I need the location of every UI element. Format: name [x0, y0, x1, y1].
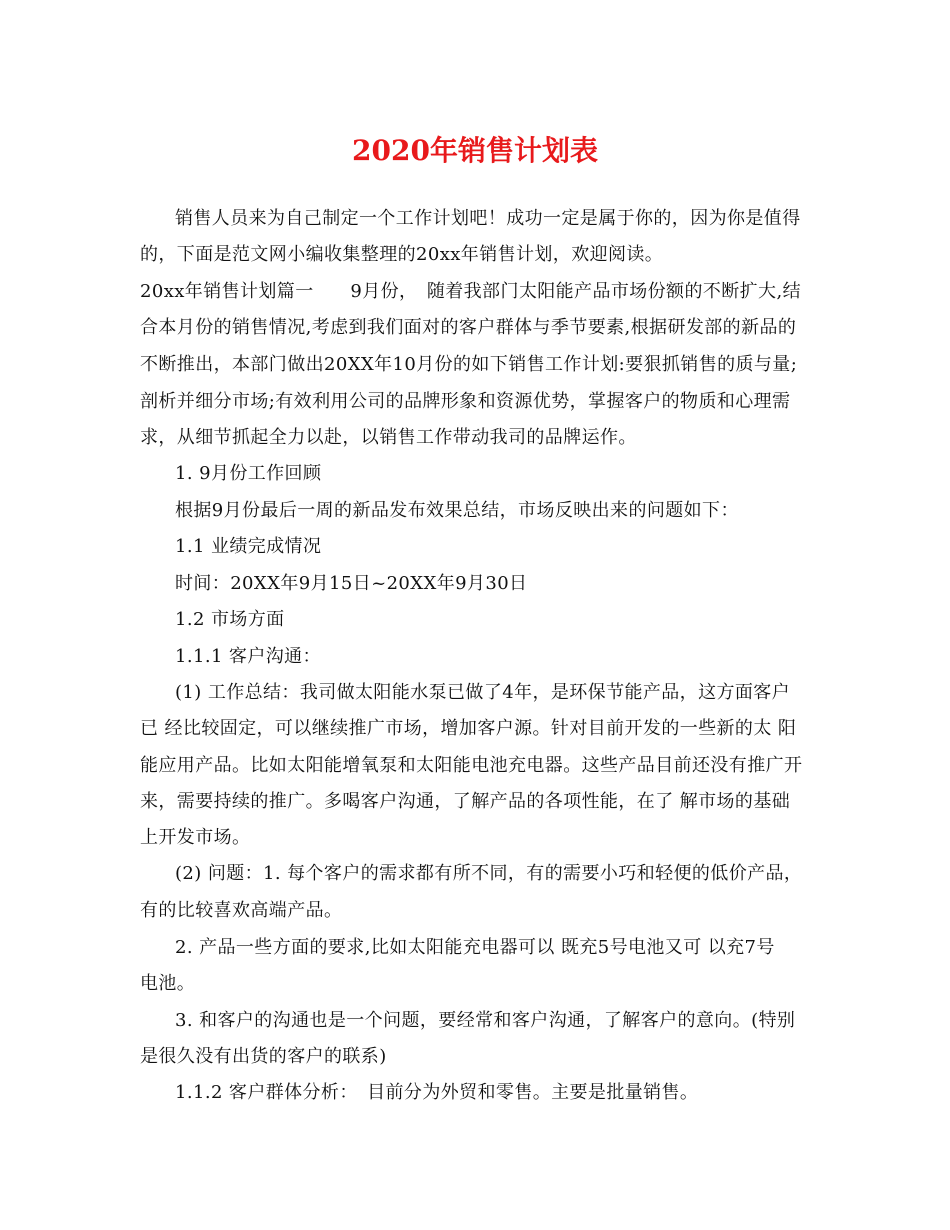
- section-heading: 1.2 市场方面: [175, 609, 285, 630]
- paragraph-line: 20xx年销售计划篇一 9月份， 随着我部门太阳能产品市场份额的不断扩大,结: [140, 281, 801, 302]
- paragraph-line: 合本月份的销售情况,考虑到我们面对的客户群体与季节要素,根据研发部的新品的: [140, 317, 797, 338]
- paragraph-line: (2) 问题：1. 每个客户的需求都有所不同，有的需要小巧和轻便的低价产品，: [175, 863, 803, 884]
- section-heading: 1. 9月份工作回顾: [175, 463, 322, 484]
- paragraph-line: 销售人员来为自己制定一个工作计划吧！成功一定是属于你的，因为你是值得: [175, 208, 801, 229]
- paragraph-line: 根据9月份最后一周的新品发布效果总结，市场反映出来的问题如下：: [175, 500, 739, 521]
- section-heading: 1.1.2 客户群体分析： 目前分为外贸和零售。主要是批量销售。: [175, 1082, 699, 1103]
- paragraph-line: 能应用产品。比如太阳能增氧泵和太阳能电池充电器。这些产品目前还没有推广开: [140, 755, 803, 776]
- paragraph-line: 上开发市场。: [140, 827, 251, 848]
- paragraph-line: 不断推出，本部门做出20XX年10月份的如下销售工作计划:要狠抓销售的质与量;: [140, 354, 798, 375]
- paragraph-line: 求，从细节抓起全力以赴，以销售工作带动我司的品牌运作。: [140, 427, 637, 448]
- paragraph-line: 来，需要持续的推广。多喝客户沟通，了解产品的各项性能，在了 解市场的基础: [140, 791, 791, 812]
- paragraph-line: 电池。: [140, 973, 196, 994]
- paragraph-line: 剖析并细分市场;有效利用公司的品牌形象和资源优势，掌握客户的物质和心理需: [140, 391, 791, 412]
- paragraph-line: 有的比较喜欢高端产品。: [140, 900, 343, 921]
- paragraph-line: 2. 产品一些方面的要求,比如太阳能充电器可以 既充5号电池又可 以充7号: [175, 937, 775, 958]
- section-heading: 1.1.1 客户沟通：: [175, 646, 321, 667]
- paragraph-line: 3. 和客户的沟通也是一个问题，要经常和客户沟通，了解客户的意向。(特别: [175, 1010, 796, 1031]
- paragraph-line: 是很久没有出货的客户的联系): [140, 1046, 387, 1067]
- paragraph-line: (1) 工作总结：我司做太阳能水泵已做了4年，是环保节能产品，这方面客户: [175, 682, 791, 703]
- paragraph-line: 的，下面是范文网小编收集整理的20xx年销售计划，欢迎阅读。: [140, 244, 664, 265]
- paragraph-line: 已 经比较固定，可以继续推广市场，增加客户源。针对目前开发的一些新的太 阳: [140, 718, 797, 739]
- section-heading: 1.1 业绩完成情况: [175, 536, 322, 557]
- document-title: 2020年销售计划表: [352, 134, 598, 167]
- paragraph-line: 时间：20XX年9月15日~20XX年9月30日: [175, 573, 528, 594]
